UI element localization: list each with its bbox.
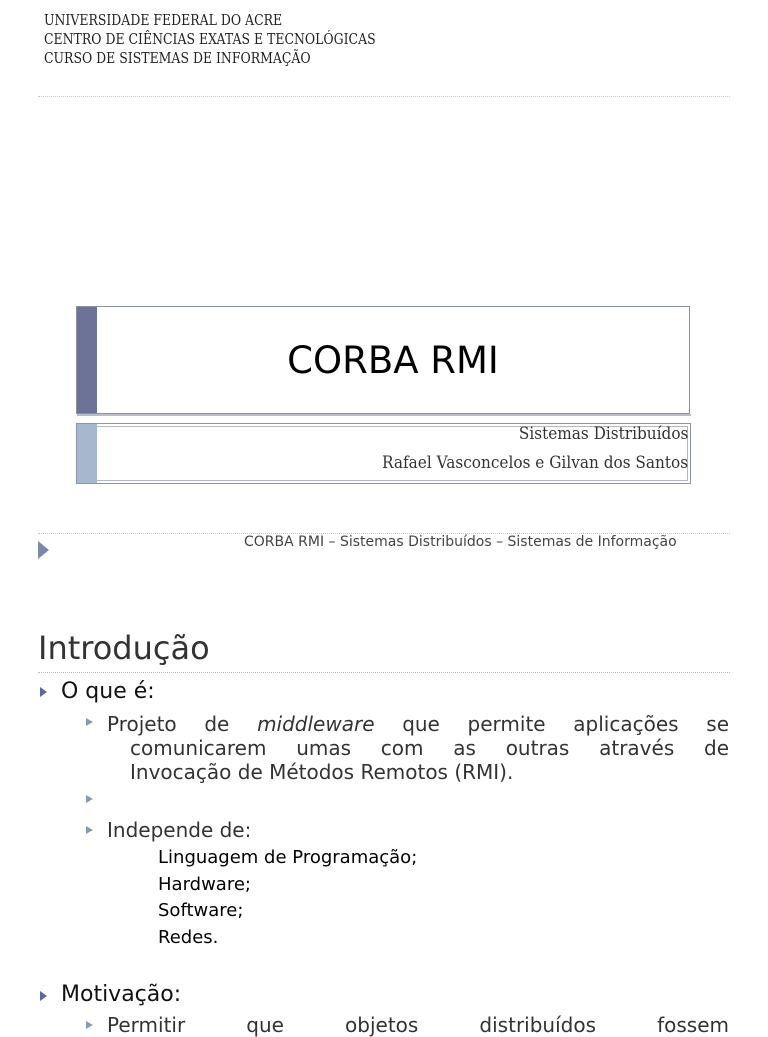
sub-bullet-icon [86, 826, 93, 834]
bullet-motivation: Motivação: [61, 982, 182, 1007]
list-item: Software; [158, 900, 244, 921]
definition-paragraph [107, 712, 729, 784]
subtitle-box [76, 423, 691, 484]
subtitle-authors: Rafael Vasconcelos e Gilvan dos Santos [381, 453, 688, 473]
title-underline [77, 414, 691, 416]
subtitle-accent-bar [77, 424, 97, 483]
course-name: CURSO DE SISTEMAS DE INFORMAÇÃO [44, 51, 311, 67]
slide-title: CORBA RMI [287, 338, 499, 382]
institution-header [44, 12, 376, 69]
title-box [76, 306, 690, 414]
empty-sub-bullet-icon [86, 795, 93, 803]
header-divider [38, 96, 730, 97]
bullet-icon [40, 991, 47, 1001]
title-accent-bar [77, 307, 97, 413]
middleware-term: middleware [257, 712, 375, 736]
university-name: UNIVERSIDADE FEDERAL DO ACRE [44, 13, 283, 29]
definition-line-2: comunicarem umas com as outras através de [130, 736, 729, 760]
next-arrow-icon [38, 541, 49, 559]
sub-bullet-icon [86, 718, 93, 726]
bullet-icon [40, 687, 47, 697]
definition-line-1: Projeto de middleware que permite aplicações se [107, 712, 729, 736]
list-item: Redes. [158, 927, 219, 948]
heading-underline [38, 672, 730, 673]
subtitle-course: Sistemas Distribuídos [518, 424, 688, 444]
independe-label: Independe de: [107, 818, 252, 842]
bullet-what-is: O que é: [61, 679, 155, 704]
motivation-line: Permitir que objetos distribuídos fossem [107, 1013, 729, 1037]
center-name: CENTRO DE CIÊNCIAS EXATAS E TECNOLÓGICAS [44, 32, 376, 48]
list-item: Linguagem de Programação; [158, 847, 418, 868]
sub-bullet-icon [86, 1021, 93, 1029]
list-item: Hardware; [158, 874, 251, 895]
slide-footer: CORBA RMI – Sistemas Distribuídos – Sistemas de Informação [244, 534, 677, 550]
definition-line-3: Invocação de Métodos Remotos (RMI). [130, 760, 514, 784]
section-heading: Introdução [38, 629, 210, 667]
